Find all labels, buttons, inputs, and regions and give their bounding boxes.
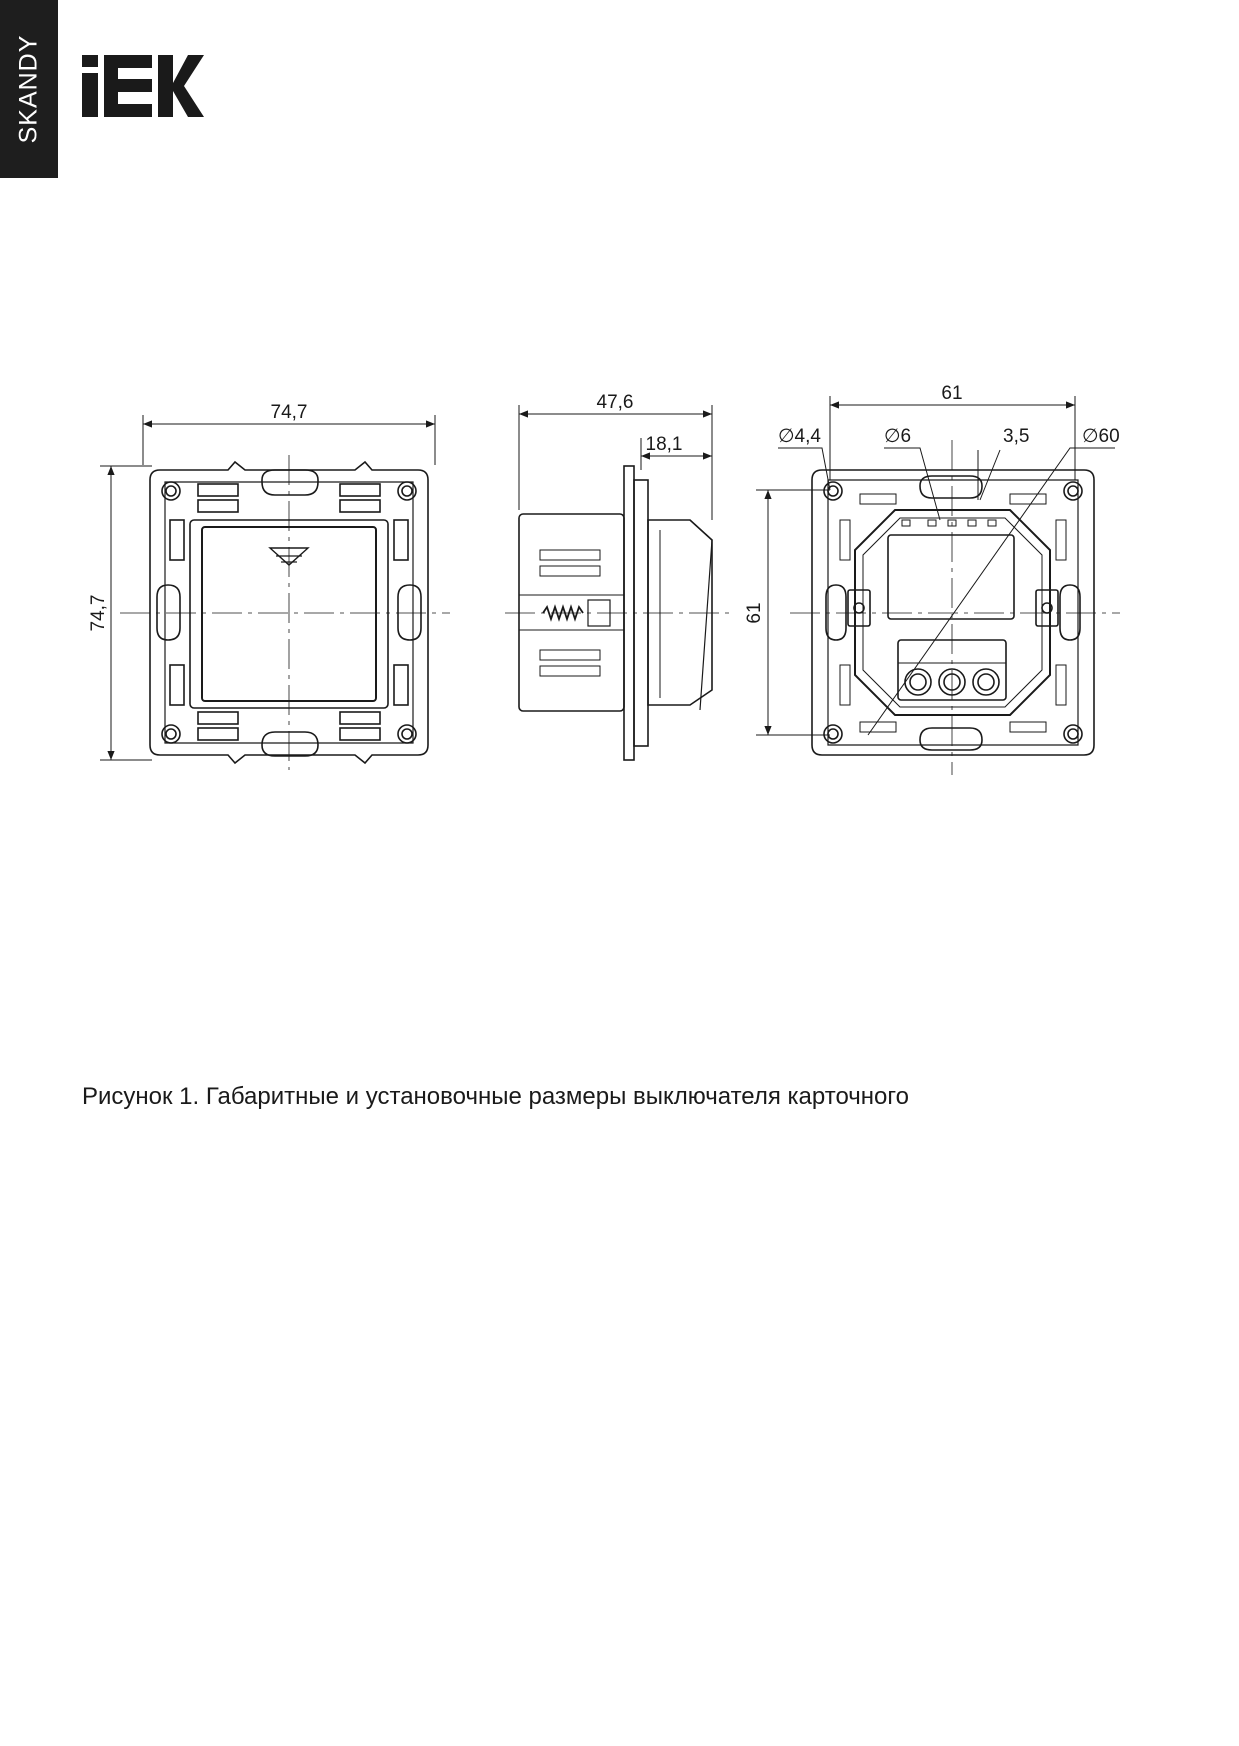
figure-caption: Рисунок 1. Габаритные и установочные размеры выключателя карточного [82,1083,909,1110]
side-view [505,405,730,760]
series-label: SKANDY [14,34,43,144]
dim-front-height: 74,7 [88,594,109,632]
dim-hole-6: ∅6 [884,426,912,447]
dimension-drawing [0,0,1239,820]
dim-gap-35: 3,5 [1003,426,1030,447]
dim-side-front: 18,1 [645,434,683,455]
back-view [756,396,1120,775]
dim-circle-60: ∅60 [1082,426,1120,447]
front-view [100,415,450,770]
dim-side-depth: 47,6 [596,392,634,413]
dim-front-width: 74,7 [270,402,308,423]
dim-back-height: 61 [744,602,765,624]
dim-back-width: 61 [941,383,963,404]
dim-hole-44: ∅4,4 [778,426,821,447]
